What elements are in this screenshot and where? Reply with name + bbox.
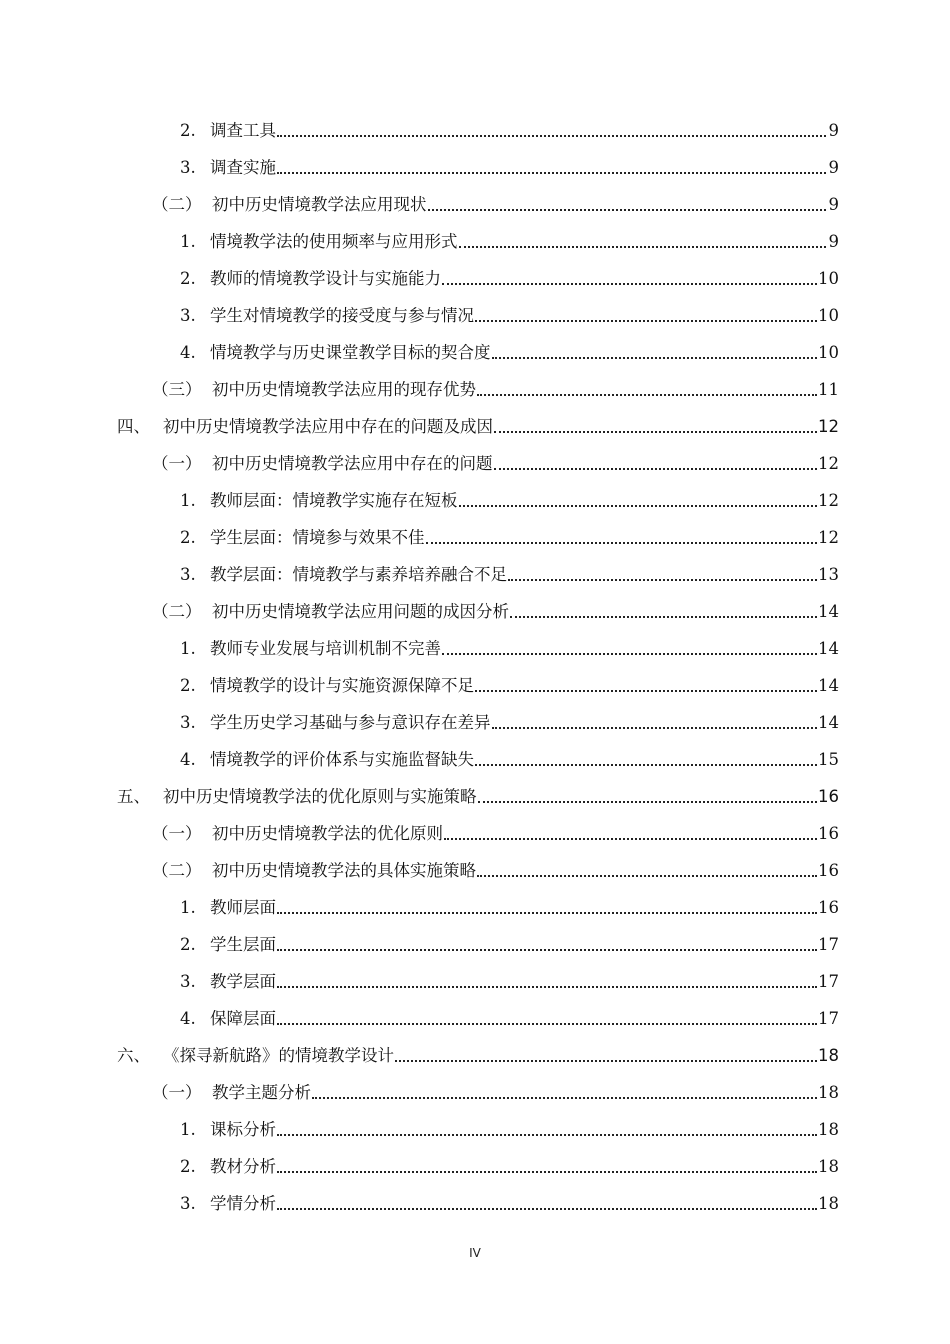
toc-entry-title: 初中历史情境教学法应用的现存优势 <box>212 380 476 399</box>
toc-dot-leader <box>277 172 826 174</box>
toc-dot-leader <box>442 283 817 285</box>
toc-dot-leader <box>494 468 818 470</box>
toc-dot-leader <box>277 1134 817 1136</box>
toc-entry-number: 1. <box>180 491 196 510</box>
toc-dot-leader <box>508 579 817 581</box>
toc-entry[interactable] <box>180 926 839 956</box>
toc-entry-title: 教学层面 <box>210 972 276 991</box>
toc-entry[interactable] <box>180 297 839 327</box>
toc-entry-page: 18 <box>818 1046 839 1065</box>
toc-dot-leader <box>444 838 817 840</box>
toc-entry-page: 17 <box>818 972 839 991</box>
toc-entry-title: 《探寻新航路》的情境教学设计 <box>163 1046 394 1065</box>
toc-entry-page: 9 <box>828 232 839 251</box>
toc-entry-number: 2. <box>180 676 196 695</box>
toc-entry[interactable] <box>180 519 839 549</box>
toc-entry[interactable] <box>152 815 839 845</box>
toc-entry-number: （一） <box>152 454 202 473</box>
toc-dot-leader <box>426 542 818 544</box>
toc-dot-leader <box>428 209 827 211</box>
toc-entry[interactable] <box>180 1000 839 1030</box>
toc-entry-page: 17 <box>818 1009 839 1028</box>
toc-entry[interactable] <box>152 445 839 475</box>
toc-entry-page: 14 <box>818 676 839 695</box>
toc-entry-number: 六、 <box>117 1046 150 1065</box>
page-number: IV <box>469 1246 481 1260</box>
toc-dot-leader <box>492 357 818 359</box>
toc-entry-number: 1. <box>180 1120 196 1139</box>
toc-dot-leader <box>492 727 818 729</box>
toc-entry-title: 初中历史情境教学法应用中存在的问题及成因 <box>163 417 493 436</box>
toc-entry-number: 4. <box>180 343 196 362</box>
toc-dot-leader <box>477 394 817 396</box>
toc-entry-number: 3. <box>180 713 196 732</box>
toc-entry[interactable] <box>180 1148 839 1178</box>
toc-entry-title: 初中历史情境教学法的优化原则与实施策略 <box>163 787 477 806</box>
toc-dot-leader <box>475 320 817 322</box>
toc-entry-title: 学生对情境教学的接受度与参与情况 <box>210 306 474 325</box>
toc-entry[interactable] <box>180 223 839 253</box>
toc-entry-title: 初中历史情境教学法的优化原则 <box>212 824 443 843</box>
toc-entry-page: 13 <box>818 565 839 584</box>
toc-entry[interactable] <box>152 1074 839 1104</box>
toc-entry-number: 4. <box>180 750 196 769</box>
toc-entry-page: 16 <box>818 824 839 843</box>
toc-entry[interactable] <box>180 741 839 771</box>
toc-entry-page: 12 <box>818 491 839 510</box>
toc-entry-number: 1. <box>180 898 196 917</box>
toc-entry-number: （一） <box>152 824 202 843</box>
toc-entry-title: 调查工具 <box>210 121 276 140</box>
toc-entry-page: 15 <box>818 750 839 769</box>
toc-entry-title: 保障层面 <box>210 1009 276 1028</box>
toc-entry-page: 11 <box>818 380 839 399</box>
toc-entry-page: 16 <box>818 787 839 806</box>
toc-dot-leader <box>477 875 817 877</box>
toc-entry-page: 16 <box>818 898 839 917</box>
toc-dot-leader <box>510 616 817 618</box>
toc-dot-leader <box>277 1023 817 1025</box>
toc-entry-page: 17 <box>818 935 839 954</box>
toc-entry[interactable] <box>117 778 839 808</box>
toc-entry-page: 18 <box>818 1194 839 1213</box>
toc-dot-leader <box>442 653 817 655</box>
toc-entry-number: 3. <box>180 972 196 991</box>
toc-entry-title: 教学主题分析 <box>212 1083 311 1102</box>
toc-entry-title: 初中历史情境教学法的具体实施策略 <box>212 861 476 880</box>
toc-entry-title: 情境教学的评价体系与实施监督缺失 <box>210 750 474 769</box>
toc-entry[interactable] <box>180 482 839 512</box>
toc-entry-title: 学情分析 <box>210 1194 276 1213</box>
toc-entry-title: 初中历史情境教学法应用中存在的问题 <box>212 454 493 473</box>
toc-entry-number: （三） <box>152 380 202 399</box>
toc-entry-number: 3. <box>180 158 196 177</box>
toc-entry-title: 教学层面：情境教学与素养培养融合不足 <box>210 565 507 584</box>
toc-entry-page: 9 <box>828 195 839 214</box>
toc-entry-title: 情境教学与历史课堂教学目标的契合度 <box>210 343 491 362</box>
toc-entry-page: 10 <box>818 269 839 288</box>
toc-entry[interactable] <box>117 1037 839 1067</box>
toc-entry[interactable] <box>180 556 839 586</box>
toc-entry-page: 18 <box>818 1157 839 1176</box>
toc-dot-leader <box>459 246 827 248</box>
toc-entry-page: 10 <box>818 306 839 325</box>
toc-entry-number: （二） <box>152 602 202 621</box>
toc-dot-leader <box>494 431 817 433</box>
toc-entry-title: 教师层面：情境教学实施存在短板 <box>210 491 458 510</box>
toc-entry-number: 四、 <box>117 417 150 436</box>
toc-entry-title: 教材分析 <box>210 1157 276 1176</box>
toc-entry-number: 2. <box>180 1157 196 1176</box>
toc-entry[interactable] <box>152 852 839 882</box>
toc-entry-page: 18 <box>818 1083 839 1102</box>
toc-entry-title: 学生层面：情境参与效果不佳 <box>210 528 425 547</box>
toc-entry-page: 14 <box>818 602 839 621</box>
toc-dot-leader <box>277 1208 817 1210</box>
toc-entry-number: 五、 <box>117 787 150 806</box>
toc-entry-page: 14 <box>818 639 839 658</box>
toc-entry-title: 课标分析 <box>210 1120 276 1139</box>
toc-dot-leader <box>475 690 817 692</box>
toc-entry-number: 4. <box>180 1009 196 1028</box>
toc-entry-title: 学生层面 <box>210 935 276 954</box>
toc-entry-page: 9 <box>828 121 839 140</box>
toc-entry[interactable] <box>180 889 839 919</box>
toc-dot-leader <box>277 135 826 137</box>
toc-entry-number: （二） <box>152 195 202 214</box>
toc-entry[interactable] <box>180 260 839 290</box>
toc-entry-number: 3. <box>180 306 196 325</box>
toc-entry-title: 教师专业发展与培训机制不完善 <box>210 639 441 658</box>
toc-entry[interactable] <box>180 149 839 179</box>
toc-entry-number: 1. <box>180 232 196 251</box>
toc-dot-leader <box>395 1060 817 1062</box>
toc-entry-title: 调查实施 <box>210 158 276 177</box>
toc-entry-page: 16 <box>818 861 839 880</box>
toc-entry-number: 2. <box>180 269 196 288</box>
toc-entry-number: 1. <box>180 639 196 658</box>
toc-entry-title: 初中历史情境教学法应用问题的成因分析 <box>212 602 509 621</box>
toc-entry[interactable] <box>180 1185 839 1215</box>
toc-entry-title: 情境教学的设计与实施资源保障不足 <box>210 676 474 695</box>
toc-entry[interactable] <box>117 408 839 438</box>
toc-entry-page: 18 <box>818 1120 839 1139</box>
toc-dot-leader <box>277 912 817 914</box>
toc-entry[interactable] <box>152 186 839 216</box>
toc-entry-number: 3. <box>180 565 196 584</box>
toc-entry-title: 教师层面 <box>210 898 276 917</box>
toc-dot-leader <box>475 764 817 766</box>
toc-entry-title: 教师的情境教学设计与实施能力 <box>210 269 441 288</box>
toc-entry-number: （一） <box>152 1083 202 1102</box>
toc-entry-number: 2. <box>180 935 196 954</box>
toc-entry-number: （二） <box>152 861 202 880</box>
toc-dot-leader <box>478 801 818 803</box>
toc-entry-number: 2. <box>180 528 196 547</box>
toc-entry-page: 10 <box>818 343 839 362</box>
toc-entry[interactable] <box>180 630 839 660</box>
toc-entry-number: 2. <box>180 121 196 140</box>
toc-entry[interactable] <box>180 1111 839 1141</box>
toc-entry-page: 12 <box>818 528 839 547</box>
toc-entry-page: 12 <box>818 417 839 436</box>
toc-dot-leader <box>277 949 817 951</box>
toc-entry[interactable] <box>152 371 839 401</box>
toc-entry-page: 14 <box>818 713 839 732</box>
toc-dot-leader <box>277 1171 817 1173</box>
toc-entry[interactable] <box>180 704 839 734</box>
toc-entry-title: 学生历史学习基础与参与意识存在差异 <box>210 713 491 732</box>
toc-dot-leader <box>459 505 818 507</box>
toc-entry[interactable] <box>180 667 839 697</box>
toc-entry[interactable] <box>180 334 839 364</box>
toc-entry[interactable] <box>152 593 839 623</box>
toc-entry-page: 12 <box>818 454 839 473</box>
toc-entry-page: 9 <box>828 158 839 177</box>
toc-dot-leader <box>312 1097 817 1099</box>
toc-dot-leader <box>277 986 817 988</box>
toc-entry[interactable] <box>180 112 839 142</box>
toc-entry-title: 初中历史情境教学法应用现状 <box>212 195 427 214</box>
toc-entry[interactable] <box>180 963 839 993</box>
toc-entry-number: 3. <box>180 1194 196 1213</box>
toc-entry-title: 情境教学法的使用频率与应用形式 <box>210 232 458 251</box>
